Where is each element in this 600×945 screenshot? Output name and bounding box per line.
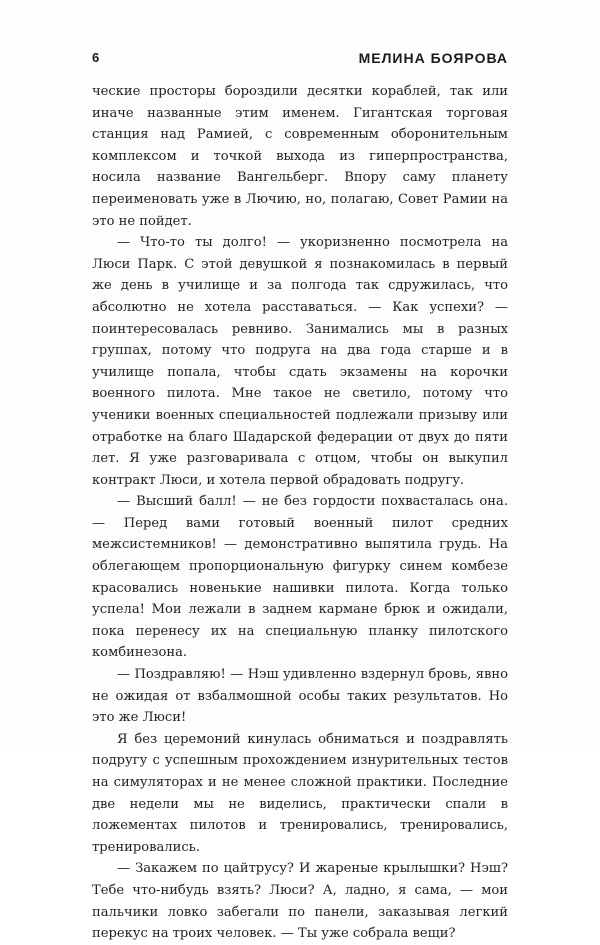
paragraph-continuation: ческие просторы бороздили десятки кораблей, так или иначе названные этим именем. Гигантская торговая станция над Рамией, с современным оборонительным комплексом и точкой выхода из гиперпространства, носила название Вангельберг. Впору саму планету переименовать уже в Лючию, но, полагаю, Совет Рамии на это не пойдет.: [92, 84, 508, 229]
paragraph: Я без церемоний кинулась обниматься и поздравлять подругу с успешным прохождением изнурительных тестов на симуляторах и не менее сложной практики. Последние две недели мы не виделись, практически спали в ложементах пилотов и тренировались, тренировались, тренировались.: [92, 731, 508, 855]
running-title: МЕЛИНА БОЯРОВА: [358, 50, 508, 66]
page-number: 6: [92, 50, 100, 65]
paragraph: — Закажем по цайтрусу? И жареные крылышки? Нэш? Тебе что-нибудь взять? Люси? А, ладно, я сама, — мои пальчики ловко забегали по панели, заказывая легкий перекус на троих человек. — Ты уже собрала вещи?: [92, 861, 508, 942]
paragraph: — Высший балл! — не без гордости похвасталась она. — Перед вами готовый военный пилот средних межсистемников! — демонстративно выпятила грудь. На облегающем пропорциональную фигурку синем комбезе красовались новенькие нашивки пилота. Когда только успела! Мои лежали в заднем кармане брюк и ожидали, пока перенесу их на специальную планку пилотского комбинезона.: [92, 494, 508, 661]
body-text: [92, 81, 508, 945]
page-header: [92, 50, 508, 68]
paragraph: — Что-то ты долго! — укоризненно посмотрела на Люси Парк. С этой девушкой я познакомилась в первый же день в училище и за полгода так сдружилась, что абсолютно не хотела расставаться. — Как успехи? — поинтересовалась ревниво. Занимались мы в разных группах, потому что подруга на два года старше и в училище попала, чтобы сдать экзамены на корочки военного пилота. Мне такое не светило, потому что ученики военных специальностей подлежали призыву или отработке на благо Шадарской федерации от двух до пяти лет. Я уже разговаривала с отцом, чтобы он выкупил контракт Люси, и хотела первой обрадовать подругу.: [92, 235, 508, 488]
paragraph: — Поздравляю! — Нэш удивленно вздернул бровь, явно не ожидая от взбалмошной особы таких результатов. Но это же Люси!: [92, 667, 508, 726]
